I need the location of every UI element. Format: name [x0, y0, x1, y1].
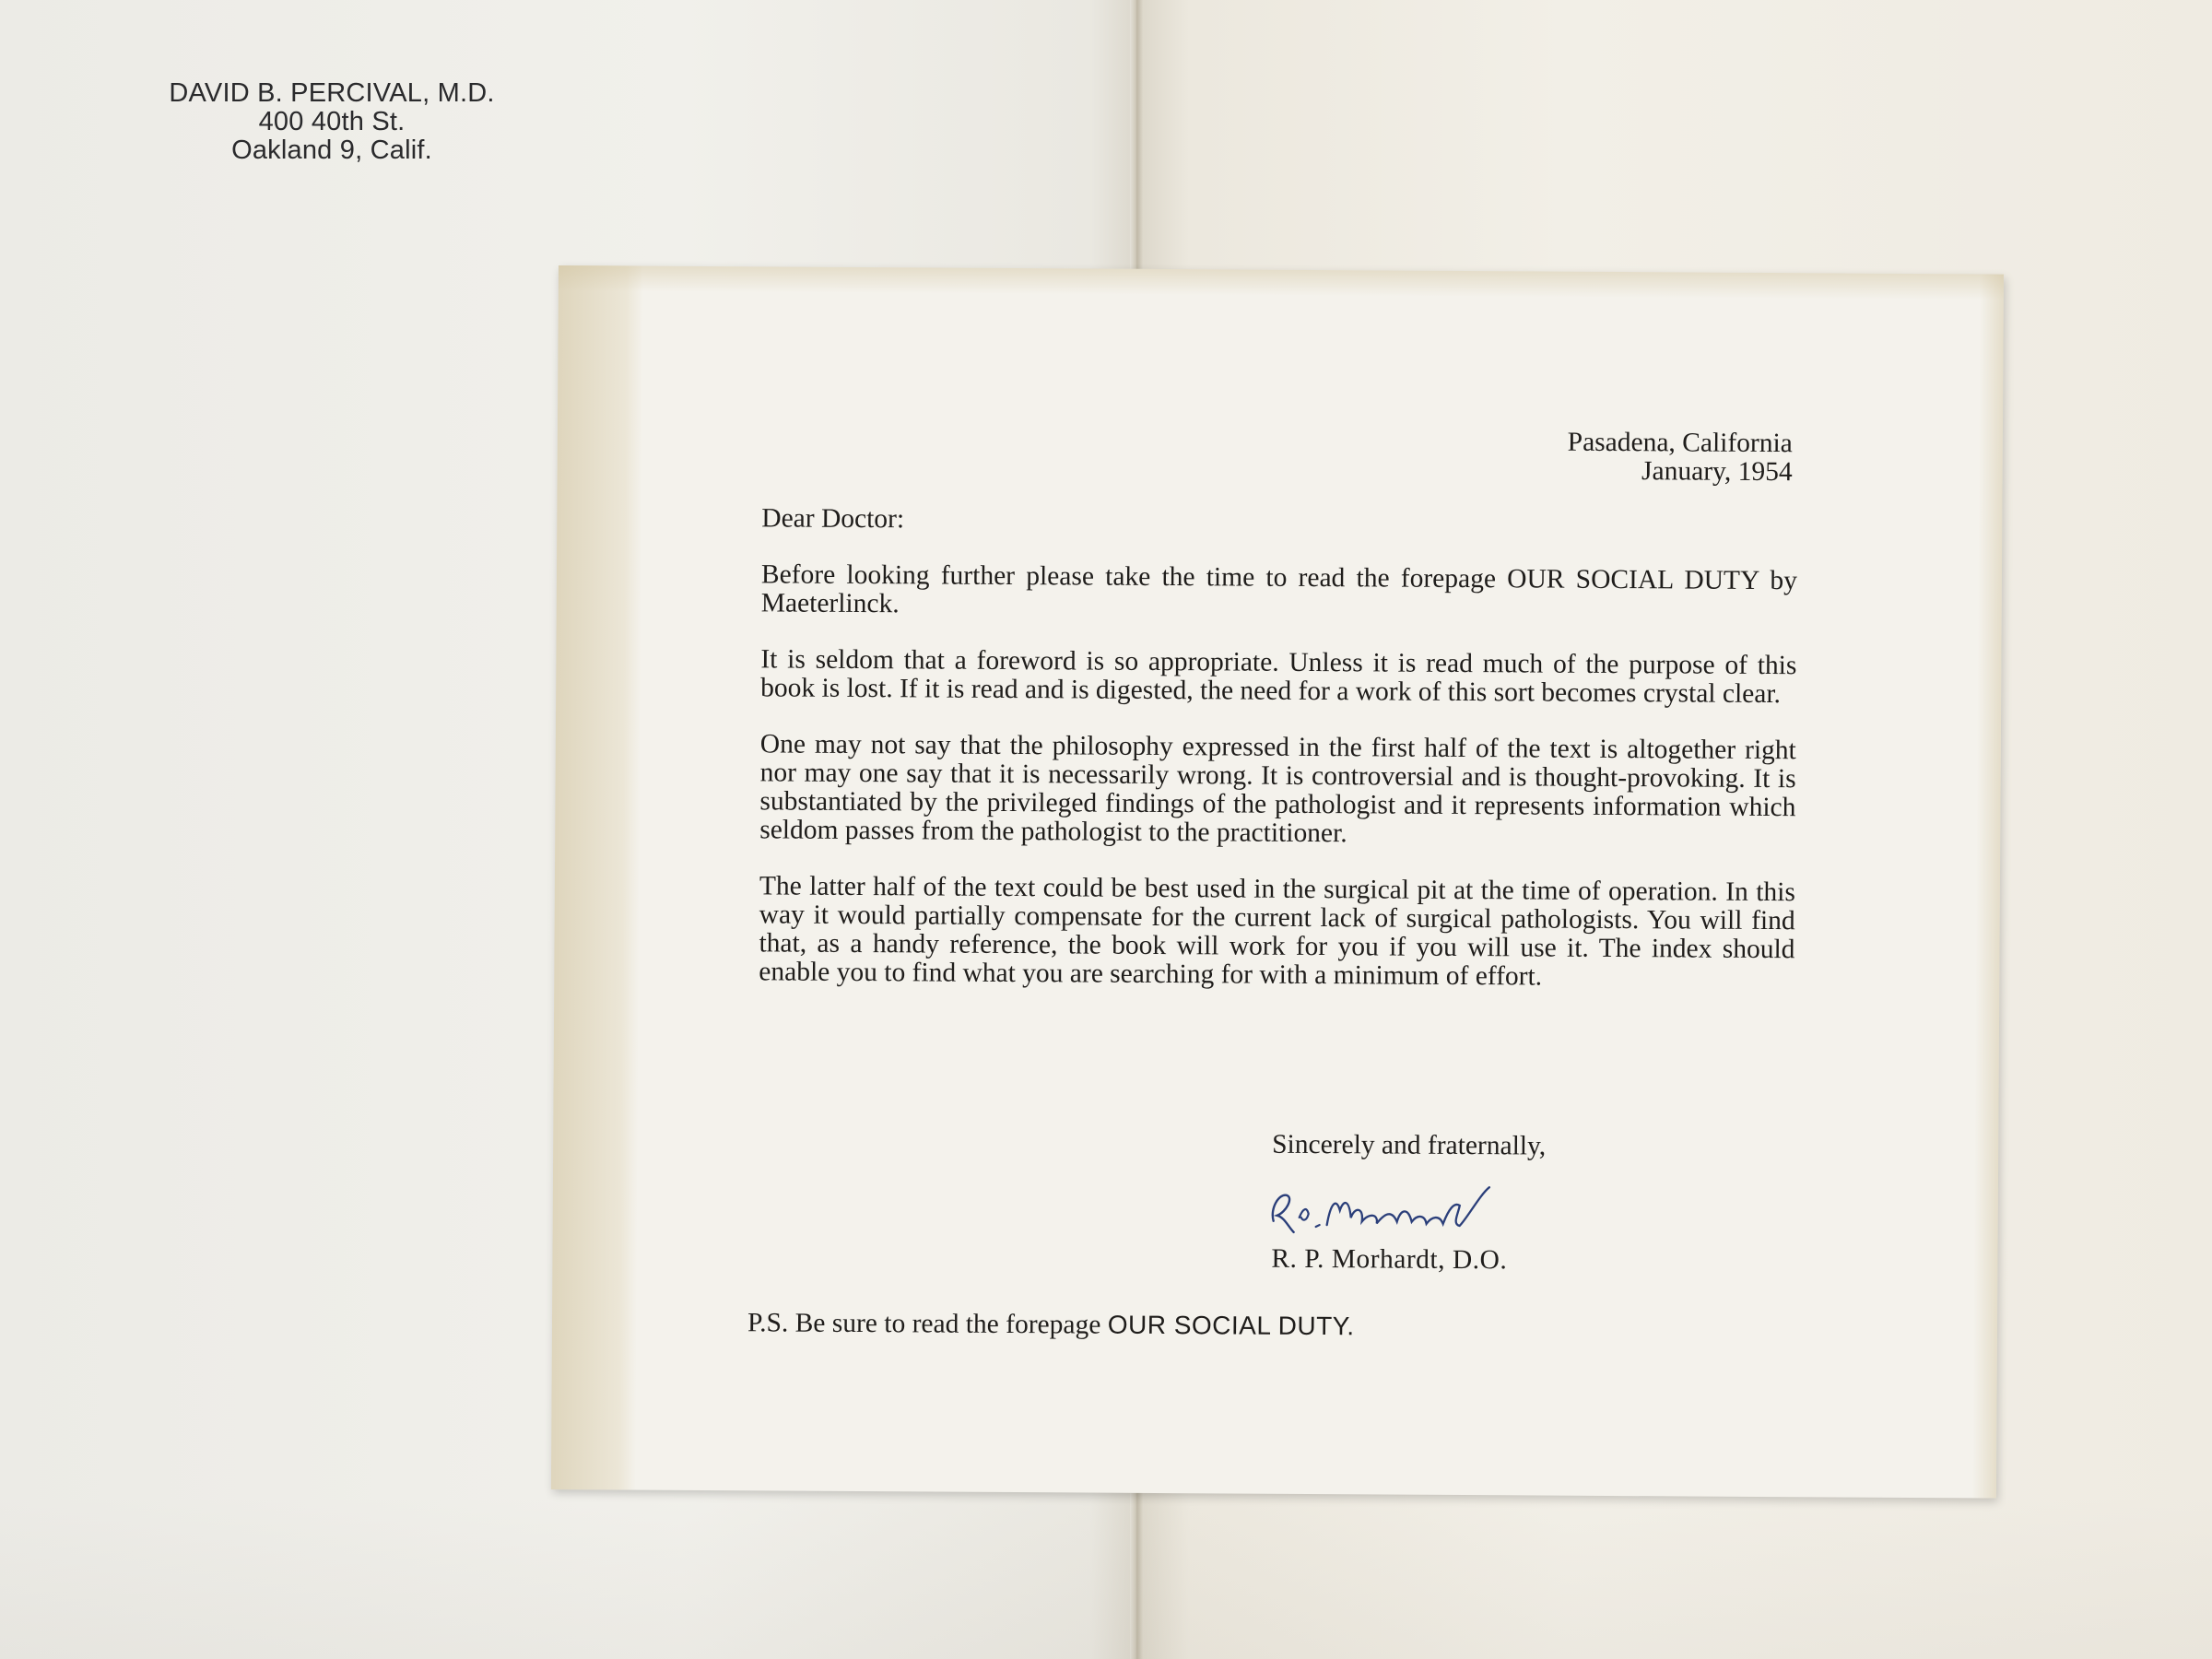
postscript — [747, 1308, 1355, 1341]
tape-strip-left — [551, 265, 643, 1490]
address-stamp — [138, 79, 525, 165]
paragraph-1: Before looking further please take the time to read the forepage OUR SOCIAL DUTY by Maeterlinck. — [760, 559, 1798, 619]
stamp-name: DAVID B. PERCIVAL, M.D. — [169, 78, 495, 108]
signer-name: R. P. Morhardt, D.O. — [1271, 1243, 1508, 1276]
letter-place: Pasadena, California — [1567, 427, 1793, 459]
letter-heading — [1567, 429, 1792, 487]
paragraph-2: It is seldom that a foreword is so appropriate. Unless it is read much of the purpose of this book is lost. If it is read and is digested, the need for a work of this sort becomes crystal clear. — [760, 644, 1797, 710]
postscript-title: OUR SOCIAL DUTY. — [1107, 1310, 1355, 1341]
postscript-text: P.S. Be sure to read the forepage — [747, 1308, 1101, 1340]
book-bottom-edge — [0, 1493, 2212, 1659]
stamp-city: Oakland 9, Calif. — [231, 135, 432, 165]
paragraph-4: The latter half of the text could be best used in the surgical pit at the time of operation. In this way it would partially compensate for the current lack of surgical pathologists. You will find that, as a handy reference, the book will work for you if you will use it. The index should enable you to find what you are searching for with a minimum of effort. — [759, 871, 1795, 992]
salutation: Dear Doctor: — [761, 503, 905, 535]
paragraph-3: One may not say that the philosophy expressed in the first half of the text is altogether right nor may one say that it is necessarily wrong. It is controversial and is thought-provoking. It is substantiated by the privileged findings of the pathologist and it represents information which seldom passes from the pathologist to the practitioner. — [759, 729, 1796, 849]
signature-image — [1263, 1181, 1502, 1241]
letter-date: January, 1954 — [1641, 456, 1793, 488]
letter-sheet — [551, 265, 2004, 1499]
letter-body — [759, 504, 1797, 1020]
stamp-street: 400 40th St. — [258, 107, 406, 136]
closing: Sincerely and fraternally, — [1272, 1129, 1547, 1161]
